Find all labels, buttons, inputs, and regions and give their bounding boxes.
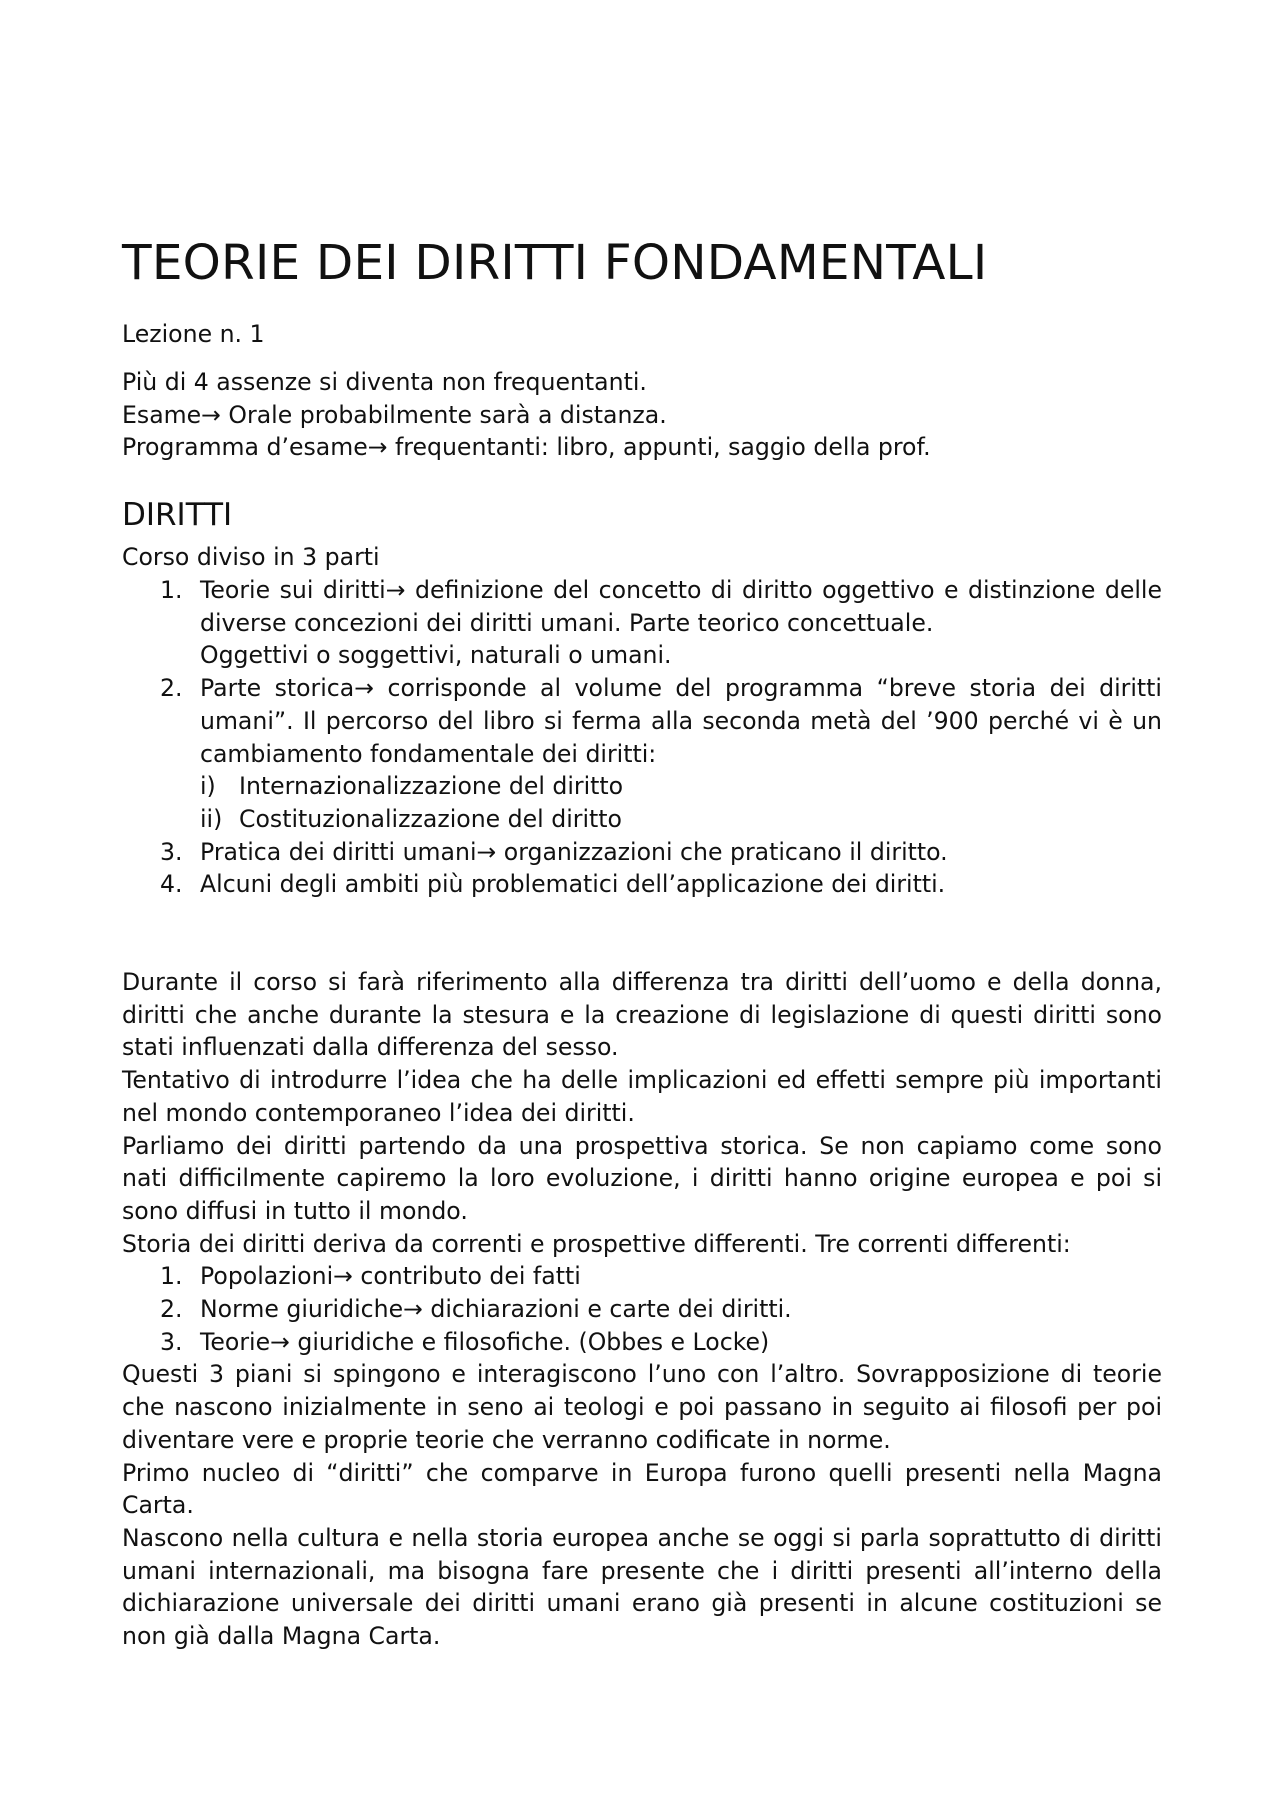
sub-list-number: i) [200, 772, 216, 801]
course-line: Corso diviso in 3 parti [122, 543, 380, 571]
list-number: 4. [160, 870, 183, 899]
paragraph: Durante il corso si farà riferimento alla differenza tra diritti dell’uomo e della donna, diritti che anche durante la stesura e la creazione di legislazione di questi diritti sono stati influenzati dalla differenza del sesso. [122, 968, 1162, 1062]
paragraph: Questi 3 piani si spingono e interagiscono l’uno con l’altro. Sovrapposizione di teorie che nascono inizialmente in seno ai teologi e poi passano in seguito ai filosofi per poi diventare vere e proprie teorie che verranno codificate in norme. [122, 1360, 1162, 1454]
list-number: 1. [160, 1262, 183, 1291]
paragraph: Tentativo di introdurre l’idea che ha delle implicazioni ed effetti sempre più importanti nel mondo contemporaneo l’idea dei diritti. [122, 1066, 1162, 1127]
list-item-continuation [122, 639, 1162, 672]
sub-list-text: Internazionalizzazione del diritto [239, 772, 624, 801]
list-item [122, 574, 1162, 639]
section-heading: DIRITTI [122, 497, 233, 533]
body-text [122, 966, 1162, 1653]
list-item [122, 1293, 1162, 1326]
document-title: TEORIE DEI DIRITTI FONDAMENTALI [122, 235, 988, 291]
sub-list-number: ii) [200, 804, 223, 833]
paragraph: Nascono nella cultura e nella storia europea anche se oggi si parla soprattutto di diritti umani internazionali, ma bisogna fare presente che i diritti presenti all’interno della dichiarazione universale dei diritti umani erano già presenti in alcune costituzioni se non già dalla Magna Carta. [122, 1523, 1162, 1651]
list-item [122, 672, 1162, 770]
list-item-text: Parte storica→ corrisponde al volume del programma “breve storia dei diritti umani”. Il percorso del libro si ferma alla seconda metà del ’900 perché vi è un cambiamento fondamentale dei diritti: [200, 674, 1162, 768]
list-item [122, 1260, 1162, 1293]
list-number: 1. [160, 576, 183, 604]
intro-line: Più di 4 assenze si diventa non frequentanti. [122, 368, 647, 396]
intro-block [122, 366, 931, 464]
list-item-text: Popolazioni→ contributo dei fatti [200, 1262, 581, 1291]
intro-line: Esame→ Orale probabilmente sarà a distanza. [122, 400, 667, 429]
sub-list-text: Costituzionalizzazione del diritto [239, 804, 622, 833]
list-item-text: Alcuni degli ambiti più problematici dell’applicazione dei diritti. [200, 870, 946, 899]
list-item-text: Teorie sui diritti→ definizione del concetto di diritto oggettivo e distinzione delle diverse concezioni dei diritti umani. Parte teorico concettuale. [200, 576, 1162, 637]
list-item-extra: Oggettivi o soggettivi, naturali o umani. [200, 641, 672, 670]
list-number: 2. [160, 674, 183, 703]
intro-line: Programma d’esame→ frequentanti: libro, appunti, saggio della prof. [122, 433, 931, 462]
course-parts-list [122, 574, 1162, 901]
list-item-text: Pratica dei diritti umani→ organizzazioni che praticano il diritto. [200, 837, 948, 866]
sub-list-item [122, 803, 1162, 836]
list-number: 3. [160, 837, 183, 866]
lesson-number: Lezione n. 1 [122, 320, 265, 348]
paragraph: Primo nucleo di “diritti” che comparve in Europa furono quelli presenti nella Magna Carta. [122, 1458, 1162, 1520]
list-number: 3. [160, 1327, 183, 1356]
list-item [122, 1326, 1162, 1359]
list-item [122, 868, 1162, 901]
list-number: 2. [160, 1295, 183, 1324]
list-item [122, 836, 1162, 869]
list-item-text: Teorie→ giuridiche e filosofiche. (Obbes e Locke) [200, 1327, 770, 1356]
list-item-text: Norme giuridiche→ dichiarazioni e carte dei diritti. [200, 1295, 792, 1324]
sub-list-item [122, 770, 1162, 803]
paragraph: Parliamo dei diritti partendo da una prospettiva storica. Se non capiamo come sono nati difficilmente capiremo la loro evoluzione, i diritti hanno origine europea e poi si sono diffusi in tutto il mondo. [122, 1131, 1162, 1225]
paragraph: Storia dei diritti deriva da correnti e prospettive differenti. Tre correnti differenti: [122, 1229, 1071, 1258]
